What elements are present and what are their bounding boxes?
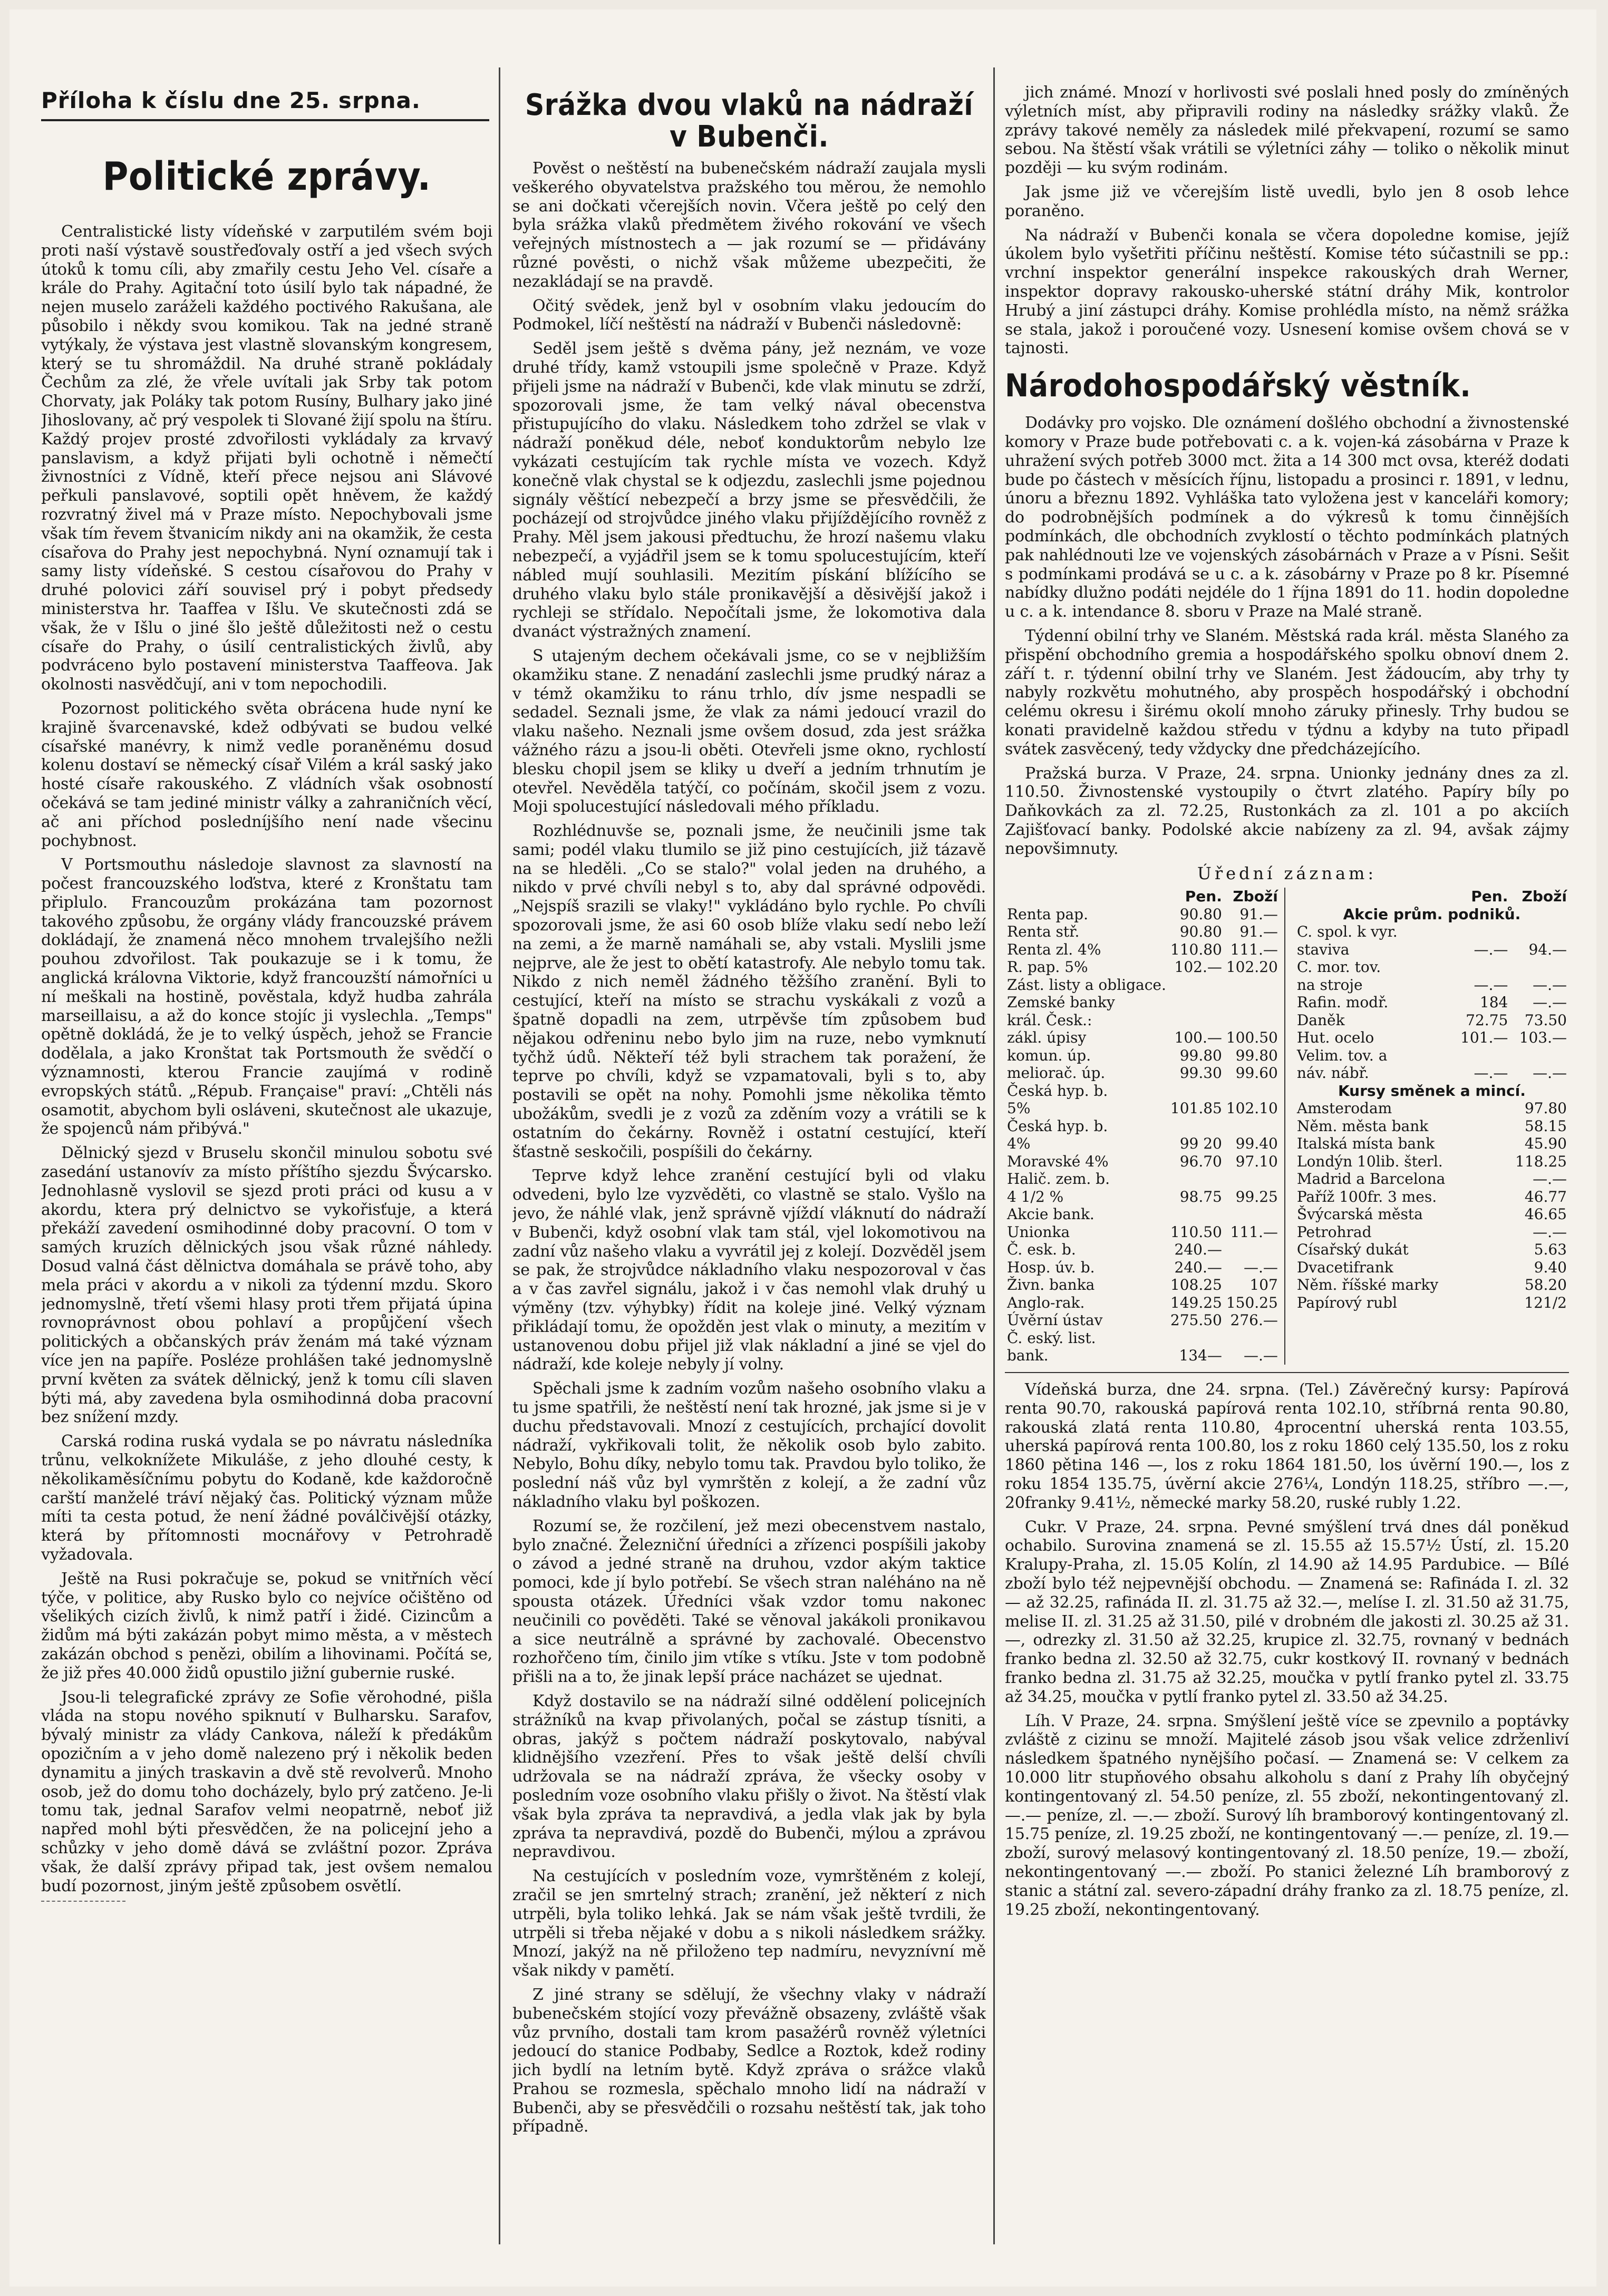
table-row <box>1005 1117 1280 1135</box>
table-row <box>1005 976 1280 994</box>
table-cell: C. mor. tov. <box>1296 958 1381 976</box>
table-cell: Daněk <box>1296 1011 1345 1029</box>
table-cell: Renta stř. <box>1007 923 1080 941</box>
securities-table <box>1005 888 1280 1365</box>
table-cell: 150.25 <box>1226 1293 1278 1311</box>
table-cell: 276.— <box>1230 1311 1278 1329</box>
table-cell: 58.15 <box>1524 1117 1567 1135</box>
table-cell <box>1456 1241 1510 1259</box>
article-paragraph: Dodávky pro vojsko. Dle oznámení došlého obchodní a živnostenské komory v Praze bude potřebovati c. a k. vojen-ká zásobárna v Praze k uhražení svých potřeb 3000 mct. žita a 14 300 mct ovsa, kteréž dodati bude po částech v měsících říjnu, listopadu a prosinci r. 1891, v lednu, únoru a březnu 1892. Vyhláška tato vyložena jest v kanceláři komory; do podrobnějších podmínek a do výkresů k tomu činnějších podmínkách, dle obchodních zvyklostí o těchto podmínkách platných pak nahlédnouti lze ve vojenských zásobárnách v Praze a v Písni. Sešit s podmínkami prodává se u c. a k. zásobárny v Praze po 8 kr. Písemné nabídky dlužno podáti nejdéle do 1 října 1891 do 11. hodin dopoledne u c. a k. intendance 8. sboru v Praze na Malé straně. <box>1005 414 1569 621</box>
table-header-cell <box>1295 888 1456 906</box>
table-cell <box>1510 923 1569 941</box>
table-cell: Velim. tov. a <box>1296 1046 1388 1064</box>
table-row <box>1005 923 1280 941</box>
table-row <box>1295 994 1569 1011</box>
table-cell: —.— <box>1533 1170 1567 1188</box>
left-price-table-wrap <box>1005 888 1285 1365</box>
table-row <box>1005 1135 1280 1153</box>
table-row <box>1295 1223 1569 1241</box>
table-subheader-row <box>1295 906 1569 923</box>
table-cell <box>1224 976 1280 994</box>
table-cell <box>1456 958 1510 976</box>
table-cell: Hosp. úv. b. <box>1007 1258 1095 1276</box>
article-paragraph: Na cestujících v posledním voze, vymrštěném z kolejí, zračil se jen smrtelný strach; zranění, jež některí z nich utrpěli, byla toliko lehká. Jak se nám však ještě tvrdili, že utrpěli si třeba nějaké v dobu a s nikoli následkem srážky. Mnozí, jakýž na ně přiloženo tep nadmíru, nevyznívní mě však nikdy v pamětí. <box>512 1867 986 1980</box>
table-cell <box>1168 1082 1224 1100</box>
table-cell: R. pap. 5% <box>1007 958 1088 976</box>
table-cell <box>1510 958 1569 976</box>
article-paragraph: Očitý svědek, jenž byl v osobním vlaku jedoucím do Podmokel, líčí neštěstí na nádraží v Bubenči následovně: <box>512 296 986 334</box>
table-subheader-row <box>1295 1082 1569 1100</box>
table-row <box>1295 1064 1569 1082</box>
table-cell: staviva <box>1296 940 1350 958</box>
table-row <box>1295 1117 1569 1135</box>
table-cell <box>1168 1329 1224 1347</box>
article-paragraph: V Portsmouthu následoje slavnost za slavností na počest francouzského loďstva, které z Kronštatu tam připlulo. Francouzům prokázána tam pozornost takového způsobu, že orgány vlády francouzské právem dokládají, že znamená něco mnohem trvalejšího nežli pouhou zdvořilost. Tak poukazuje se i k tomu, že anglická královna Viktorie, když francouzští námořníci u ní meškali na hostině, pověstala, když hudba zahrála marseillaisu, a až do konce stojíc ji vyslechla. „Temps" opětně dokládá, že je to velký úspěch, jehož se Francie dodělala, a jako Kronštat tak Portsmouth že svědčí o významnosti, kterou Francie zaujímá v rodině evropských států. „Répub. Française" praví: „Chtěli nás osamotit, abychom byli osláveni, skutečnost ale ukazuje, že spojenců nám přibývá." <box>41 855 492 1139</box>
table-cell: Petrohrad <box>1296 1223 1372 1241</box>
table-row <box>1295 1011 1569 1029</box>
article-paragraph: Cukr. V Praze, 24. srpna. Pevné smýšlení trvá dnes dál poněkud ochabilo. Surovina znamená se zl. 15.55 až 15.57½ Ústí, zl. 15.20 Kralupy-Praha, zl. 15.05 Kolín, zl 14.90 až 14.95 Pardubice. — Bílé zboží bylo též nejpevnější obchodu. — Znamená se: Rafináda I. zl. 32 — až 32.25, rafináda II. zl. 31.75 až 32.—, melíse I. zl. 31.50 až 31.75, melise II. zl. 31.25 až 31.50, pilé v drobném dle jakosti zl. 30.25 až 31.—, odrezky zl. 31.50 až 32.25, krupice zl. 32.75, rovnaný v bednách franko bedna zl. 32.50 až 32.75, cukr kostkový II. rovnaný v bednách franko bedna zl. 31.75 až 32.25, moučka v pytlí franko pytel zl. 33.75 až 34.25, moučka v pytlí franko pytel zl. 33.50 až 34.25. <box>1005 1517 1569 1706</box>
table-cell: 58.20 <box>1524 1276 1567 1294</box>
table-cell: —.— <box>1533 1223 1567 1241</box>
article-paragraph: Na nádraží v Bubenči konala se včera dopoledne komise, jejíž úkolem bylo vyšetřiti příčinu neštěstí. Komise této súčastnili se pp.: vrchní inspektor generální inspekce rakouských drah Werner, inspektor dopravy rakousko-uherské státní dráhy Mik, kontrolor Hrubý a jiní zástupci dráhy. Komise prohlédla místo, na němž srážka se stala, jakož i poroučené vozy. Usnesení komise ovšem chová se v tajnosti. <box>1005 226 1569 358</box>
table-cell: 5% <box>1007 1100 1031 1117</box>
table-cell: 101.— <box>1460 1029 1508 1047</box>
table-cell: 99.25 <box>1235 1188 1278 1205</box>
table-row <box>1005 1241 1280 1259</box>
article-paragraph: Ještě na Rusi pokračuje se, pokud se vnitřních věcí týče, v politice, aby Rusko bylo co nejvíce očištěno od všelikých cizích živlů, k nimž patří i židé. Cizincům a židům má býti zakázán pobyt mimo města, a v městech zakázán obchod s penězi, obilím a lihovinami. Počítá se, že již přes 40.000 židů opustilo jižní gubernie ruské. <box>41 1569 492 1682</box>
table-cell <box>1168 976 1224 994</box>
table-subheader: Kursy směnek a mincí. <box>1338 1082 1526 1100</box>
table-header-cell: Zboží <box>1233 888 1278 906</box>
table-header-cell: Pen. <box>1185 888 1222 906</box>
table-cell: —.— <box>1243 1258 1278 1276</box>
table-cell: 72.75 <box>1466 1011 1508 1029</box>
table-cell: 97.80 <box>1524 1100 1567 1117</box>
table-row <box>1295 1170 1569 1188</box>
right-price-table-wrap <box>1295 888 1569 1365</box>
table-cell: 99.80 <box>1235 1046 1278 1064</box>
table-cell: 99.80 <box>1179 1046 1222 1064</box>
table-cell: 107 <box>1249 1276 1278 1294</box>
article-paragraph: Spěchali jsme k zadním vozům našeho osobního vlaku a tu jsme spatřili, že neštěstí není tak hrozné, jak jsme si je v duchu představovali. Mnozí z cestujících, prchající dovolit nádraží, vykřikovali tolit, že několik osob bylo zabito. Nebylo, Bohu díky, nebylo tomu tak. Pravdou bylo toliko, že poslední náš vůz byl vymrštěn z kolejí, a že zadní vůz nákladního vlaku byl poškozen. <box>512 1379 986 1511</box>
table-cell <box>1168 1170 1224 1188</box>
table-row <box>1005 1064 1280 1082</box>
table-cell: Italská místa bank <box>1296 1135 1435 1153</box>
table-cell <box>1456 923 1510 941</box>
column-politics <box>41 131 492 2239</box>
table-cell: 102.20 <box>1226 958 1278 976</box>
article-paragraph: Pověst o neštěstí na bubenečském nádraží zaujala mysli veškerého obyvatelstva pražského tou měrou, že nemohlo se ani dočkati včerejších novin. Včera ještě po celý den byla srážka vlaků předmětem živého rokování ve všech veřejných místnostech a — jak rozumí se — přidávány různé pověsti, o nichž však můžeme ubezpečiti, že nezakládají se na pravdě. <box>512 159 986 291</box>
table-row <box>1005 1011 1280 1029</box>
table-cell: —.— <box>1474 976 1508 994</box>
table-cell: —.— <box>1533 994 1567 1011</box>
article-paragraph: Pozornost politického světa obrácena hude nyní ke krajině švarcenavské, kdež odbývati se budou velké císařské manévry, k nimž vedle poraněnému dosud kolenu dostaví se německý císař Vilém a král saský jako hosté císaře rakouského. Z vládních však osobností očekává se tam jediné ministr války a zahraničních věcí, ač ani příchod posledníjšího není nade všecinu pochybnost. <box>41 699 492 850</box>
table-cell: 134— <box>1179 1347 1222 1365</box>
table-cell <box>1224 994 1280 1011</box>
article-paragraph: Carská rodina ruská vydala se po návratu následníka trůnu, velkoknížete Mikuláše, z jeho dlouhé cesty, k několikaměsíčnímu pobytu do Kodaně, kde každoročně carští manželé tráví nějaký čas. Politický význam může míti ta cesta potud, že není žádné poválčivější otázky, která by přítomnosti mocnářovy v Petrohradě vyžadovala. <box>41 1432 492 1564</box>
table-cell: 96.70 <box>1179 1152 1222 1170</box>
table-row <box>1005 958 1280 976</box>
table-cell: 4% <box>1007 1135 1031 1153</box>
table-row <box>1005 1153 1280 1171</box>
table-cell <box>1168 1205 1224 1223</box>
article-paragraph: S utajeným dechem očekávali jsme, co se v nejbližším okamžiku stane. Z nenadání zaslechli jsme prudký náraz a v témž okamžiku to ránu trhlo, dív jsme nespadli se sedadel. Seznali jsme, že vlak za námi jedoucí vrazil do vlaku našeho. Neznali jsme ovšem dosud, zda jest srážka vážného rázu a jsou-li oběti. Otevřeli jsme okno, rychlostí blesku chopil jsem se kliky u dveří a jedním trhnutím je otevřel. Nevěděla tatýčí, co počínám, skočil jsem z vozu. Moji spolucestující následovali mého příkladu. <box>512 646 986 816</box>
table-cell: 99.40 <box>1235 1135 1278 1153</box>
table-cell <box>1510 1047 1569 1065</box>
table-cell: Moravské 4% <box>1007 1152 1109 1170</box>
table-row <box>1295 1276 1569 1294</box>
table-cell: 149.25 <box>1170 1293 1222 1311</box>
table-row <box>1295 1188 1569 1206</box>
table-cell: 5.63 <box>1534 1241 1567 1259</box>
table-cell <box>1456 1100 1510 1117</box>
table-cell: 98.75 <box>1179 1188 1222 1205</box>
table-cell: meliorač. úp. <box>1007 1064 1106 1082</box>
table-header-cell <box>1005 888 1168 906</box>
table-cell: Dvacetifrank <box>1296 1258 1393 1276</box>
table-cell: Úvěrní ústav <box>1007 1311 1103 1329</box>
table-row <box>1005 1029 1280 1047</box>
table-cell: 94.— <box>1528 940 1567 958</box>
column-divider <box>499 67 500 2244</box>
table-cell: Amsterodam <box>1296 1100 1392 1117</box>
article-paragraph: Líh. V Praze, 24. srpna. Smýšlení ještě více se zpevnilo a poptávky zvláště z cizinu se množí. Majitelé zásob jsou však velice zdrženliví následkem špatného nynějšího počasí. — Znamená se: V celkem za 10.000 litr stupňového obsahu alkoholu s daní z Prahy líh obyčejný kontingentovaný zl. 54.50 peníze, zl. 55 zboží, nekontingentovaný zl. —.— peníze, zl. —.— zboží. Surový líh bramborový kontingentovaný zl. 15.75 peníze, zl. 19.25 zboží, ne kontingentovaný —.— peníze, zl. 19.— zboží, surový melasový kontingentovaný zl. 18.50 peníze, 19.— zboží, nekontingentovaný —.— zboží. Po stanici železné Líh bramborový z stanic a státní zal. severo-západní dráhy franko za zl. 18.75 peníze, zl. 19.25 zboží, nekontingentovaný. <box>1005 1711 1569 1919</box>
table-cell <box>1456 1170 1510 1188</box>
table-cell: 100.50 <box>1226 1029 1278 1047</box>
table-cell: Akcie bank. <box>1007 1205 1094 1223</box>
table-cell: 108.25 <box>1170 1276 1222 1294</box>
table-cell: Rafin. modř. <box>1296 994 1389 1011</box>
table-row <box>1005 1329 1280 1347</box>
table-cell: 103.— <box>1519 1029 1567 1047</box>
table-cell: 46.77 <box>1524 1188 1567 1205</box>
table-cell: komun. úp. <box>1007 1046 1091 1064</box>
section-title-politics: Politické zprávy. <box>102 154 431 199</box>
article-paragraph: Rozumí se, že rozčilení, jež mezi obecenstvem nastalo, bylo značné. Železniční úředníci a zřízenci pospíšili jakoby o závod a jedné straně na druhou, vzdor akým taktice pomoci, kde jí bylo potřebí. Se všech stran naléháno na ně spousta otázek. Úředníci však vzdor tomu nakonec neučinili co pověděti. Také se věnoval jakákoli pronikavou a sice neutrálně a správné by zachovalé. Obecenstvo rozhořčeno tím, činilo jim vtíke s vtíku. Jste v tom podobně přišli na a to, že jinak lepší práce nacházet se ujednat. <box>512 1516 986 1687</box>
table-cell <box>1456 1117 1510 1135</box>
table-cell: Živn. banka <box>1007 1276 1095 1294</box>
table-cell: Hut. ocelo <box>1296 1029 1374 1047</box>
table-cell: 73.50 <box>1524 1011 1567 1029</box>
table-cell: 240.— <box>1174 1258 1222 1276</box>
table-row <box>1295 1029 1569 1047</box>
table-cell: 110.80 <box>1170 940 1222 958</box>
table-cell: 101.85 <box>1170 1100 1222 1117</box>
official-record-title: Úřední záznam: <box>1197 863 1377 884</box>
table-cell: Halič. zem. b. <box>1007 1170 1110 1188</box>
table-header-row <box>1005 888 1280 906</box>
table-cell: 97.10 <box>1235 1152 1278 1170</box>
end-divider <box>41 1901 125 1902</box>
table-row <box>1005 1170 1280 1188</box>
table-row <box>1295 1294 1569 1312</box>
table-cell: 121/2 <box>1524 1293 1567 1311</box>
article-paragraph: Centralistické listy vídeňské v zarputilém svém boji proti naší výstavě soustřeďovaly ostří a jed všech svých útoků k tomu cíli, aby zmařily cestu Jeho Vel. císaře a krále do Prahy. Agitační toto úsilí bylo tak nápadné, že nejen muselo zaráželi každého poctivého Rakušana, ale působilo i někdy svou komikou. Tak na jedné straně vytýkaly, že výstava jest vlastně slovanským kongresem, který se tu shromáždil. Na druhé straně pokládaly Čechům za zlé, že vřele uvítali jak Srby tak potom Chorvaty, jak Poláky tak potom Rusíny, Bulhary jako jiné Jihoslovany, ač prý vespolek ti Slované žijí spolu na štíru. Každý projev prosté zdvořilosti vykládaly za krvavý panslavism, a když přijati byli ochotně i němečtí živnostníci z Vídně, kteří přece nejsou ani Slávové peřkuli panslavové, soptili opět hněvem, že každý rozvratný živel má v Praze místo. Nepochybovali jsme však tím řevem štvanicím nikdy ani na okamžik, že cesta císařova do Prahy jest nepochybná. Nyní oznamují tak i samy listy vídeňské. S cestou císařovou do Prahy v druhé polovici září souvisel prý i pobyt předsedy ministerstva hr. Taaffea v Išlu. Ve skutečnosti zdá se však, že v Išlu o jiné šlo ještě důležitosti než o cestu císaře do Prahy, o úsilí centralistických živlů, aby podvráceno bylo postavení ministerstva Taaffeova. Jak okolnosti nasvědčují, ani v tom nepochodili. <box>41 222 492 694</box>
table-row <box>1005 1205 1280 1223</box>
table-row <box>1005 994 1280 1011</box>
table-row <box>1005 1082 1280 1100</box>
table-row <box>1295 1259 1569 1277</box>
table-cell: 46.65 <box>1524 1205 1567 1223</box>
article-paragraph: Jsou-li telegrafické zprávy ze Sofie věrohodné, pišla vláda na stopu nového spiknutí v Bulharsku. Sarafov, bývalý ministr za vlády Cankova, náleží k předákům opozičním a v jeho domě nalezeno prý i několik beden dynamitu a jiných traskavin a dvě stě revolverů. Mnoho osob, jež do domu toho docházely, bylo prý zatčeno. Je-li tomu tak, jednal Sarafov velmi neopatrně, neboť již napřed mohl býti přesvědčen, že na policejní jeho a schůzky v jeho domě dává se zvláštní pozor. Zpráva však, že další zprávy připad tak, jest ovšem nemalou budí pozornost, jiným ještě způsobem osvětlí. <box>41 1688 492 1895</box>
table-header-cell: Pen. <box>1471 888 1508 906</box>
table-cell <box>1224 1205 1280 1223</box>
table-cell: Něm. říšské marky <box>1296 1276 1439 1294</box>
newspaper-page <box>9 9 1596 2287</box>
table-cell: Renta zl. 4% <box>1007 940 1101 958</box>
table-cell: Unionka <box>1007 1223 1070 1241</box>
table-header-row <box>1295 888 1569 906</box>
table-cell <box>1456 1294 1510 1312</box>
table-cell: Papírový rubl <box>1296 1293 1398 1311</box>
article-paragraph: Dělnický sjezd v Bruselu skončil minulou sobotu své zasedání ustanovív za místo příštího sjezdu Švýcarsko. Jednohlasně vyslovil se sjezd proti práci od kusu a v akordu, ktera prý delnictvo se vykořisťuje, a která překáží zavedení osmihodinné doby pracovní. O tom v samých kruzích dělnických jsou však různé náhledy. Dosud valná část dělnictva domáhala se právě toho, aby mela práci v akordu a v nikoli za týdenní mzdu. Skoro jednomyslně, třetí všemi hlasy proti třem přijatá úpina rovnoprávnost obou pohlaví a propůjčení všech politických a občanských práv ženám má také význam více jen na papíře. Posléze prohlášen také jednomyslně první květen za svátek dělnický, jenž k tomu cíli slaven býti má, aby zavedena byla osmihodinná doba pracovní bez snížení mzdy. <box>41 1144 492 1427</box>
table-cell: —.— <box>1474 1064 1508 1082</box>
table-row <box>1295 1135 1569 1153</box>
table-cell: 102.— <box>1174 958 1222 976</box>
article-paragraph: Vídeňská burza, dne 24. srpna. (Tel.) Závěrečný kursy: Papírová renta 90.70, rakouská papírová renta 102.10, stříbrná renta 90.80, rakouská zlatá renta 110.80, 4procentní uherská renta 103.55, uherská papírová renta 100.80, los z roku 1860 celý 135.50, los z roku 1860 pětina 146 —, los z roku 1864 181.50, los úvěrní 190.—, los z roku 1854 135.75, úvěrní akcie 276¼, Londýn 118.25, stříbro —.—, 20franky 9.41½, německé marky 58.20, ruské rubly 1.22. <box>1005 1380 1569 1512</box>
table-cell: Renta pap. <box>1007 905 1088 923</box>
column-economy <box>1005 83 1569 2239</box>
table-cell <box>1224 1170 1280 1188</box>
article-paragraph: Teprve když lehce zranění cestující byli od vlaku odvedeni, bylo lze vyzvěděti, co vlastně se stalo. Vyšlo na jevo, že náhlé vlak, jenž správně vjíždí vláknutí do nádraží v Bubenči, když osobní vlak tam stál, vjel lokomotivou na zadní vůz našeho vlaku a vyvrátil jej z kolejí. Dozvěděl jsem se pak, že strojvůdce nákladního vlaku nespozoroval v čas a v čas zavřel signálu, jakož i v čas nemohl vlak druhý u výměny (tzv. výhybky) řídit na koleje jiné. Velký význam přikládají tomu, že opožděn jest vlak o minuty, a mezitím v ustanovenou dobu přijel již vlak nákladní a jiné se vjel do nádraží, kde koleje nebyly jí volny. <box>512 1166 986 1374</box>
article-paragraph: Týdenní obilní trhy ve Slaném. Městská rada král. města Slaného za přispění obchodního gremia a hospodářského spolku obnoví dnem 2. září t. r. týdenní obilní trhy ve Slaném. Jest žádoucím, aby trhy ty nabyly rozkvětu mohutného, aby prospěch hospodářský i obchodní celému okresu i širému okolí mnoho záruky přinesly. Trhy budou se konati pravidelně každou středu v týdnu a kdyby na tuto připadl svátek zasvěcený, tedy vždycky dne předcházejícího. <box>1005 626 1569 758</box>
table-cell <box>1168 994 1224 1011</box>
table-cell: Č. eský. list. <box>1007 1329 1096 1347</box>
article-title-train-crash: Srážka dvou vlaků na nádraží v Bubenči. <box>525 89 974 154</box>
article-paragraph: Rozhlédnuvše se, poznali jsme, že neučinili jsme tak sami; podél vlaku tlumilo se již pino cestujících, již tázavě na se hleděli. „Co se stalo?" volal jeden na druhého, a nikdo v prvé chvíli nebyl s to, aby dal správné odpovědi. „Nejspíš srazili se vlaky!" vykládáno bylo rychle. Po chvíli spozorovali jsme, že asi 60 osob blíže vlaku sedí nebo leží na zemi, a že marně namáhali se, aby vstali. Myslili jsme nejprve, ale že jest to obětí katastrofy. Ale nebylo tomu tak. Nikdo z nich neměl žádného těžšího zranění. Byli to cestující, kteří na místo se strachu vyskákali z vozů a špatně dopadli na zem, utrpěvše tím způsobem buď nějakou odřeninu nebo bylo jim na ruze, nebo vymknutí tyčhž údů. Někteří též byli strachem tak poražení, že teprve po chvíli, když se vzpamatovali, byli s to, aby postavili se opět na nohy. Pomohli jsme několika těmto ubožákům, svedli je z vozů za zděním vozy a vrátili se k ostatním do čekárny. Rovněž i ostatní cestující, kteří šťastně seskočili, pospíšili do čekárny. <box>512 822 986 1161</box>
article-paragraph: jich známé. Mnozí v horlivosti své poslali hned posly do zmíněných výletních míst, aby připravili rodiny na následky srážky vlaků. Že zprávy takové neměly za následek milé překvapení, rozumí se samo sebou. Na štěstí však vrátili se výletníci záhy — toliko o několik minut později — ku svým rodinám. <box>1005 83 1569 178</box>
table-row <box>1295 1241 1569 1259</box>
table-cell <box>1456 1188 1510 1206</box>
article-paragraph: Z jiné strany se sdělují, že všechny vlaky v nádraží bubenečském stojící vozy převážně obsazeny, zvláště však vůz prvního, dostali tam krom pasažérů rovněž výletníci jedoucí do stanice Podbaby, Sedlce a Roztok, kdež rodiny jich bydlí na letním bytě. Když zpráva o srážce vlaků Prahou se rozmesla, spěchalo mnoho lidí na nádraží v Bubenči, aby se přesvědčili o rozsahu neštěstí tak, jak toho případně. <box>512 1985 986 2136</box>
table-row <box>1295 941 1569 959</box>
table-row <box>1295 1153 1569 1171</box>
section-title-economy: Národohospodářský věstník. <box>1005 367 1471 405</box>
table-cell: 111.— <box>1230 940 1278 958</box>
table-row <box>1005 1259 1280 1277</box>
table-cell: zákl. úpisy <box>1007 1029 1087 1047</box>
table-cell <box>1168 1117 1224 1135</box>
table-cell: 102.10 <box>1226 1100 1278 1117</box>
table-cell: 91.— <box>1239 923 1278 941</box>
table-header-cell: Zboží <box>1522 888 1567 906</box>
table-cell: —.— <box>1533 976 1567 994</box>
table-cell: 45.90 <box>1524 1135 1567 1153</box>
table-cell: Č. esk. b. <box>1007 1241 1076 1259</box>
table-row <box>1295 1205 1569 1223</box>
table-cell <box>1224 1329 1280 1347</box>
table-cell: Zemské banky <box>1007 994 1115 1011</box>
table-row <box>1005 1223 1280 1241</box>
table-cell: Česká hyp. b. <box>1007 1082 1108 1100</box>
article-paragraph: Když dostavilo se na nádraží silné oddělení policejních strážníků na kvap přivolaných, počal se zástup tísniti, a obras, jakýž s počtem nádraží poskytovalo, nabýval klidnějšího vzezření. Přes to však ještě delší chvíli udržovala se na nádraží zpráva, že všecky osoby v posledním voze osobního vlaku přišly o život. Na štěstí vlak však byla zpráva ta nepravdivá, a jedla vlak jak by byla zpráva ta nepravdivá, pozdě do Bubenči, mýlou a zprávou nepravdivou. <box>512 1691 986 1862</box>
table-subheader: Akcie prům. podniků. <box>1343 905 1521 923</box>
table-cell <box>1456 1276 1510 1294</box>
table-cell: na stroje <box>1296 976 1363 994</box>
table-cell: 4 1/2 % <box>1007 1188 1064 1205</box>
table-cell <box>1168 1011 1224 1029</box>
table-cell <box>1456 1223 1510 1241</box>
table-cell: Madrid a Barcelona <box>1296 1170 1446 1188</box>
table-cell: Císařský dukát <box>1296 1241 1409 1259</box>
table-row <box>1005 1047 1280 1065</box>
article-paragraph: Pražská burza. V Praze, 24. srpna. Unionky jednány dnes za zl. 110.50. Živnostenské vystoupily o čtvrt zlatého. Papíry bíly po Daňkovkách za zl. 72.25, Rustonkách za zl. 101 a po akciích Zajišťovací banky. Podolské akcie nabízeny za zl. 94, avšak zájmy nepovšimnuty. <box>1005 764 1569 858</box>
table-cell <box>1456 1259 1510 1277</box>
market-tables <box>1005 888 1569 1365</box>
table-cell: 90.80 <box>1179 905 1222 923</box>
table-cell: Anglo-rak. <box>1007 1293 1085 1311</box>
table-cell: Švýcarská města <box>1296 1205 1423 1223</box>
table-row <box>1005 1188 1280 1206</box>
table-cell: Paříž 100fr. 3 mes. <box>1296 1188 1437 1205</box>
table-cell: —.— <box>1533 1064 1567 1082</box>
table-cell <box>1224 1011 1280 1029</box>
table-row <box>1295 923 1569 941</box>
table-cell: 275.50 <box>1170 1311 1222 1329</box>
article-paragraph: Seděl jsem ještě s dvěma pány, jež neznám, ve voze druhé třídy, kamž vstoupili jsme společně v Praze. Když přijeli jsme na nádraží v Bubenči, kde vlak minutu se zdrží, spozorovali jsme, že tam velký nával obecenstva přistupujícího do vlaku. Následkem toho zdržel se vlak v nádraží poněkud déle, neboť konduktorům nebylo lze vykázati cestujícím tak rychle místa ve vozech. Když konečně vlak chystal se k odjezdu, zaslechli jsme pojednou signály věštící nebezpečí a brzy jsme se přesvědčili, že pocházejí od strojvůdce jiného vlaku přijíždějícího rovněž z Prahy. Měl jsem jakousi předtuchu, že hrozí našemu vlaku nebezpečí, a vyjádřil jsem se k tomu spolucestujícím, kteří nábled mují souhlasili. Mezitím pískání blížícího se druhého vlaku bylo stále pronikavější a děsivější jakož i rychleji se střídalo. Nepočítali jsme, že lokomotiva dala dvanáct výstražných znamení. <box>512 339 986 641</box>
column-divider <box>993 67 995 2244</box>
table-row <box>1005 906 1280 923</box>
table-cell: Zást. listy a obligace. <box>1007 976 1166 994</box>
table-cell: Česká hyp. b. <box>1007 1117 1108 1135</box>
table-bottom-rule <box>1005 1372 1569 1373</box>
table-cell <box>1224 1117 1280 1135</box>
table-cell <box>1456 1047 1510 1065</box>
table-cell <box>1456 1135 1510 1153</box>
table-cell: 184 <box>1479 994 1508 1011</box>
industrial-shares-table <box>1295 888 1569 1311</box>
table-cell: 9.40 <box>1534 1258 1567 1276</box>
table-cell: Londýn 10lib. šterl. <box>1296 1152 1443 1170</box>
table-cell: 110.50 <box>1170 1223 1222 1241</box>
table-row <box>1005 941 1280 959</box>
table-cell: 91.— <box>1239 905 1278 923</box>
table-row <box>1295 1047 1569 1065</box>
table-row <box>1295 1100 1569 1117</box>
table-cell <box>1456 1153 1510 1171</box>
supplement-header: Příloha k číslu dne 25. srpna. <box>41 87 489 121</box>
table-row <box>1005 1276 1280 1294</box>
table-row <box>1005 1347 1280 1365</box>
table-cell: 240.— <box>1174 1241 1222 1259</box>
table-cell: 90.80 <box>1179 923 1222 941</box>
table-cell <box>1224 1241 1280 1259</box>
table-row <box>1005 1311 1280 1329</box>
table-cell: 118.25 <box>1515 1152 1567 1170</box>
table-cell: 99.30 <box>1179 1064 1222 1082</box>
table-cell <box>1224 1082 1280 1100</box>
table-cell: C. spol. k vyr. <box>1296 923 1398 941</box>
table-cell: 111.— <box>1230 1223 1278 1241</box>
table-cell: bank. <box>1007 1347 1049 1365</box>
table-cell: —.— <box>1243 1347 1278 1365</box>
table-cell: Něm. města bank <box>1296 1117 1429 1135</box>
table-cell: 100.— <box>1174 1029 1222 1047</box>
article-paragraph: Jak jsme již ve včerejším listě uvedli, bylo jen 8 osob lehce poraněno. <box>1005 182 1569 220</box>
table-row <box>1295 958 1569 976</box>
table-row <box>1005 1294 1280 1312</box>
table-cell: 99 20 <box>1179 1135 1222 1153</box>
table-cell: náv. nábř. <box>1296 1064 1369 1082</box>
table-row <box>1295 976 1569 994</box>
table-cell: —.— <box>1474 940 1508 958</box>
table-cell: 99.60 <box>1235 1064 1278 1082</box>
table-cell: král. Česk.: <box>1007 1011 1092 1029</box>
table-cell <box>1456 1205 1510 1223</box>
table-row <box>1005 1100 1280 1117</box>
column-train-crash <box>512 89 986 2239</box>
